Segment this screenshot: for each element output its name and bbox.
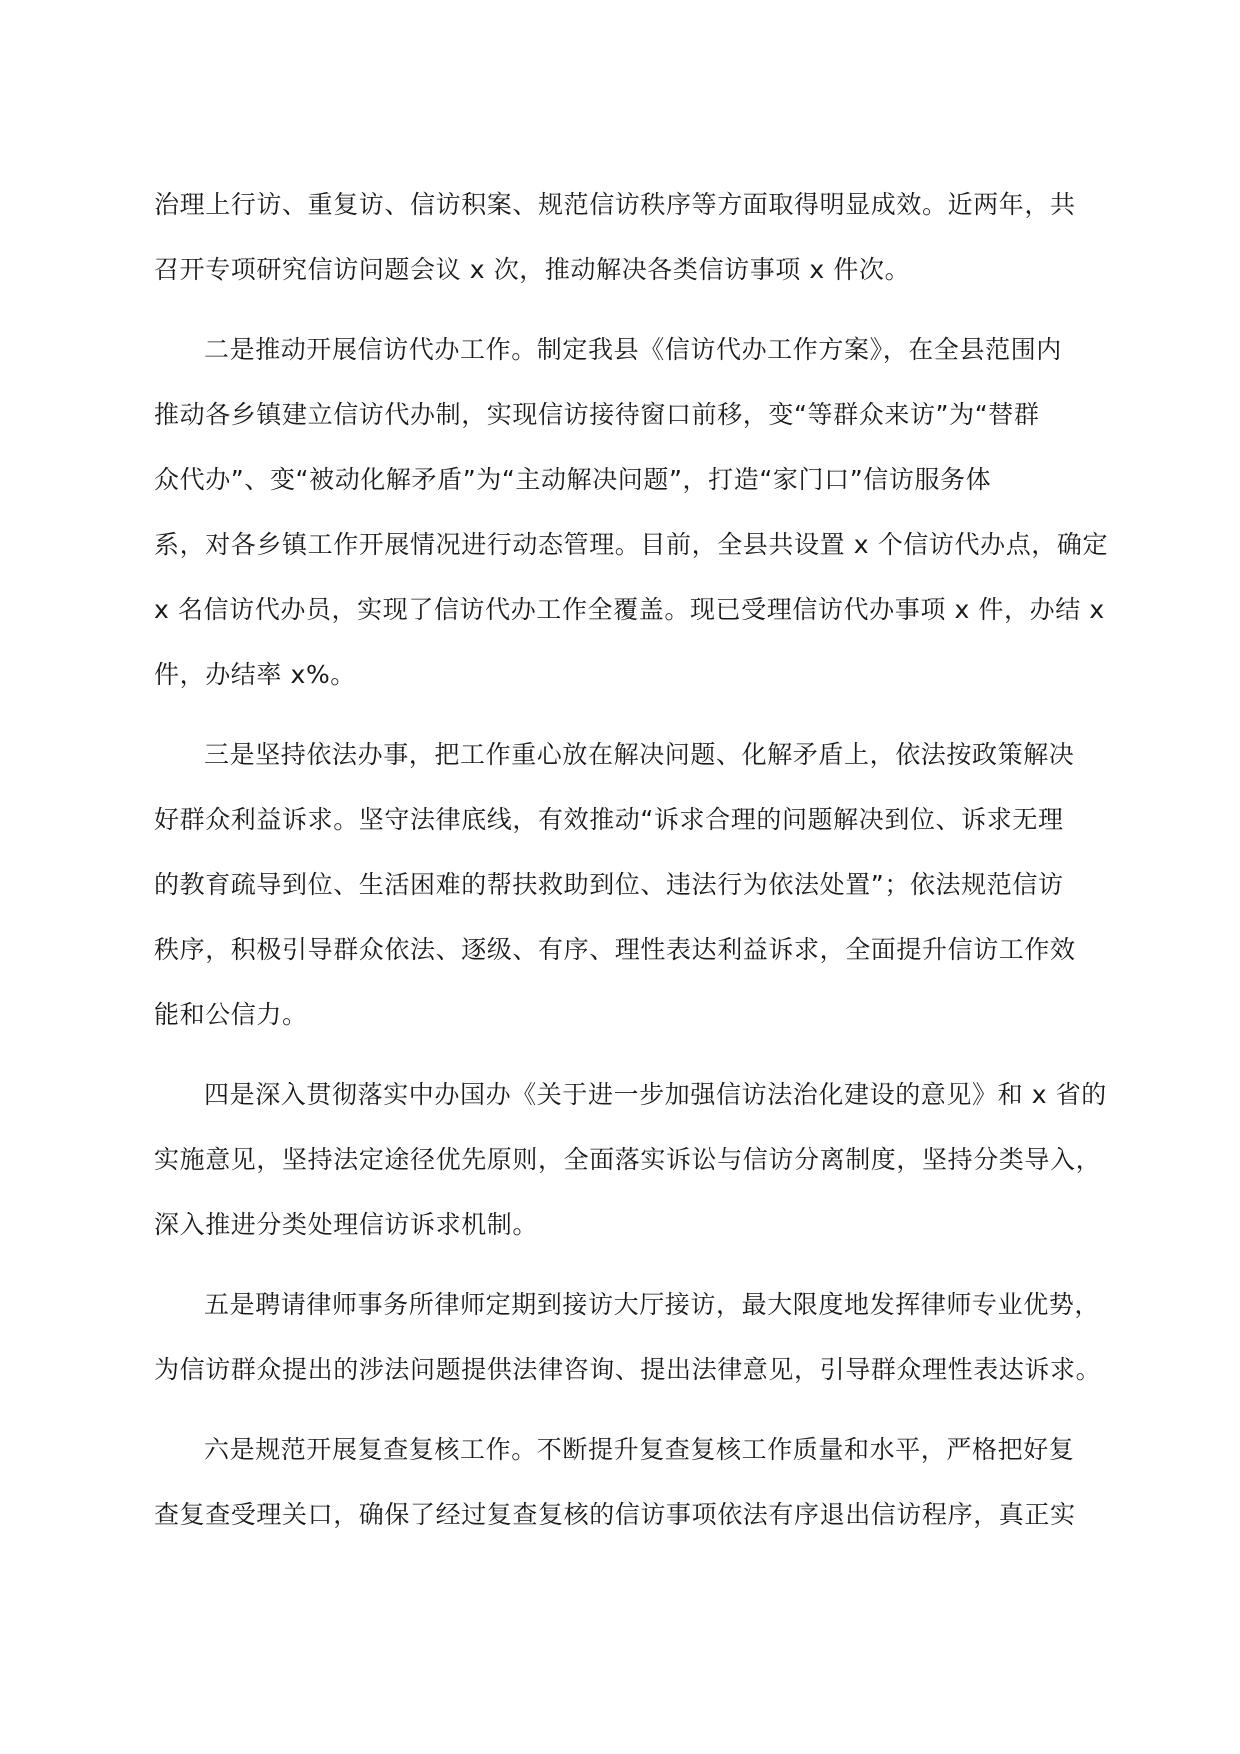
paragraph-2-line-5: x 名信访代办员，实现了信访代办工作全覆盖。现已受理信访代办事项 x 件，办结 x [154, 595, 1105, 624]
paragraph-4 [154, 1080, 1107, 1275]
paragraph-4-line-2: 实施意见，坚持法定途径优先原则，全面落实诉讼与信访分离制度，坚持分类导入， [154, 1145, 1102, 1174]
paragraph-3-line-5: 能和公信力。 [154, 1000, 308, 1029]
paragraph-1-line-2: 召开专项研究信访问题会议 x 次，推动解决各类信访事项 x 件次。 [154, 255, 911, 284]
paragraph-6 [154, 1435, 1090, 1565]
paragraph-3-line-2: 好群众利益诉求。坚守法律底线，有效推动“诉求合理的问题解决到位、诉求无理 [154, 805, 1064, 834]
paragraph-3-line-3: 的教育疏导到位、生活困难的帮扶救助到位、违法行为依法处置”；依法规范信访 [154, 870, 1064, 899]
paragraph-3-line-4: 秩序，积极引导群众依法、逐级、有序、理性表达利益诉求，全面提升信访工作效 [154, 935, 1076, 964]
paragraph-6-line-2: 查复查受理关口，确保了经过复查复核的信访事项依法有序退出信访程序，真正实 [154, 1500, 1076, 1529]
paragraph-4-line-1: 四是深入贯彻落实中办国办《关于进一步加强信访法治化建设的意见》和 x 省的 [204, 1080, 1107, 1109]
paragraph-2-line-3: 众代办”、变“被动化解矛盾”为“主动解决问题”，打造“家门口”信访服务体 [154, 465, 992, 494]
paragraph-2-line-2: 推动各乡镇建立信访代办制，实现信访接待窗口前移，变“等群众来访”为“替群 [154, 400, 1040, 429]
paragraph-5-line-2: 为信访群众提出的涉法问题提供法律咨询、提出法律意见，引导群众理性表达诉求。 [154, 1355, 1102, 1384]
paragraph-2-line-4: 系，对各乡镇工作开展情况进行动态管理。目前，全县共设置 x 个信访代办点，确定 [154, 530, 1109, 559]
paragraph-5-line-1: 五是聘请律师事务所律师定期到接访大厅接访，最大限度地发挥律师专业优势， [204, 1290, 1101, 1319]
paragraph-3-line-1: 三是坚持依法办事，把工作重心放在解决问题、化解矛盾上，依法按政策解决 [204, 740, 1075, 769]
paragraph-1-line-1: 治理上行访、重复访、信访积案、规范信访秩序等方面取得明显成效。近两年，共 [154, 190, 1076, 219]
paragraph-5 [154, 1290, 1102, 1420]
paragraph-2-line-6: 件，办结率 x%。 [154, 660, 356, 689]
paragraph-2-line-1: 二是推动开展信访代办工作。制定我县《信访代办工作方案》，在全县范围内 [204, 335, 1062, 364]
paragraph-1 [154, 190, 1090, 320]
paragraph-2 [154, 335, 1109, 725]
paragraph-6-line-1: 六是规范开展复查复核工作。不断提升复查复核工作质量和水平，严格把好复 [204, 1435, 1075, 1464]
paragraph-4-line-3: 深入推进分类处理信访诉求机制。 [154, 1210, 539, 1239]
document-body [154, 190, 1109, 1565]
paragraph-3 [154, 740, 1090, 1065]
